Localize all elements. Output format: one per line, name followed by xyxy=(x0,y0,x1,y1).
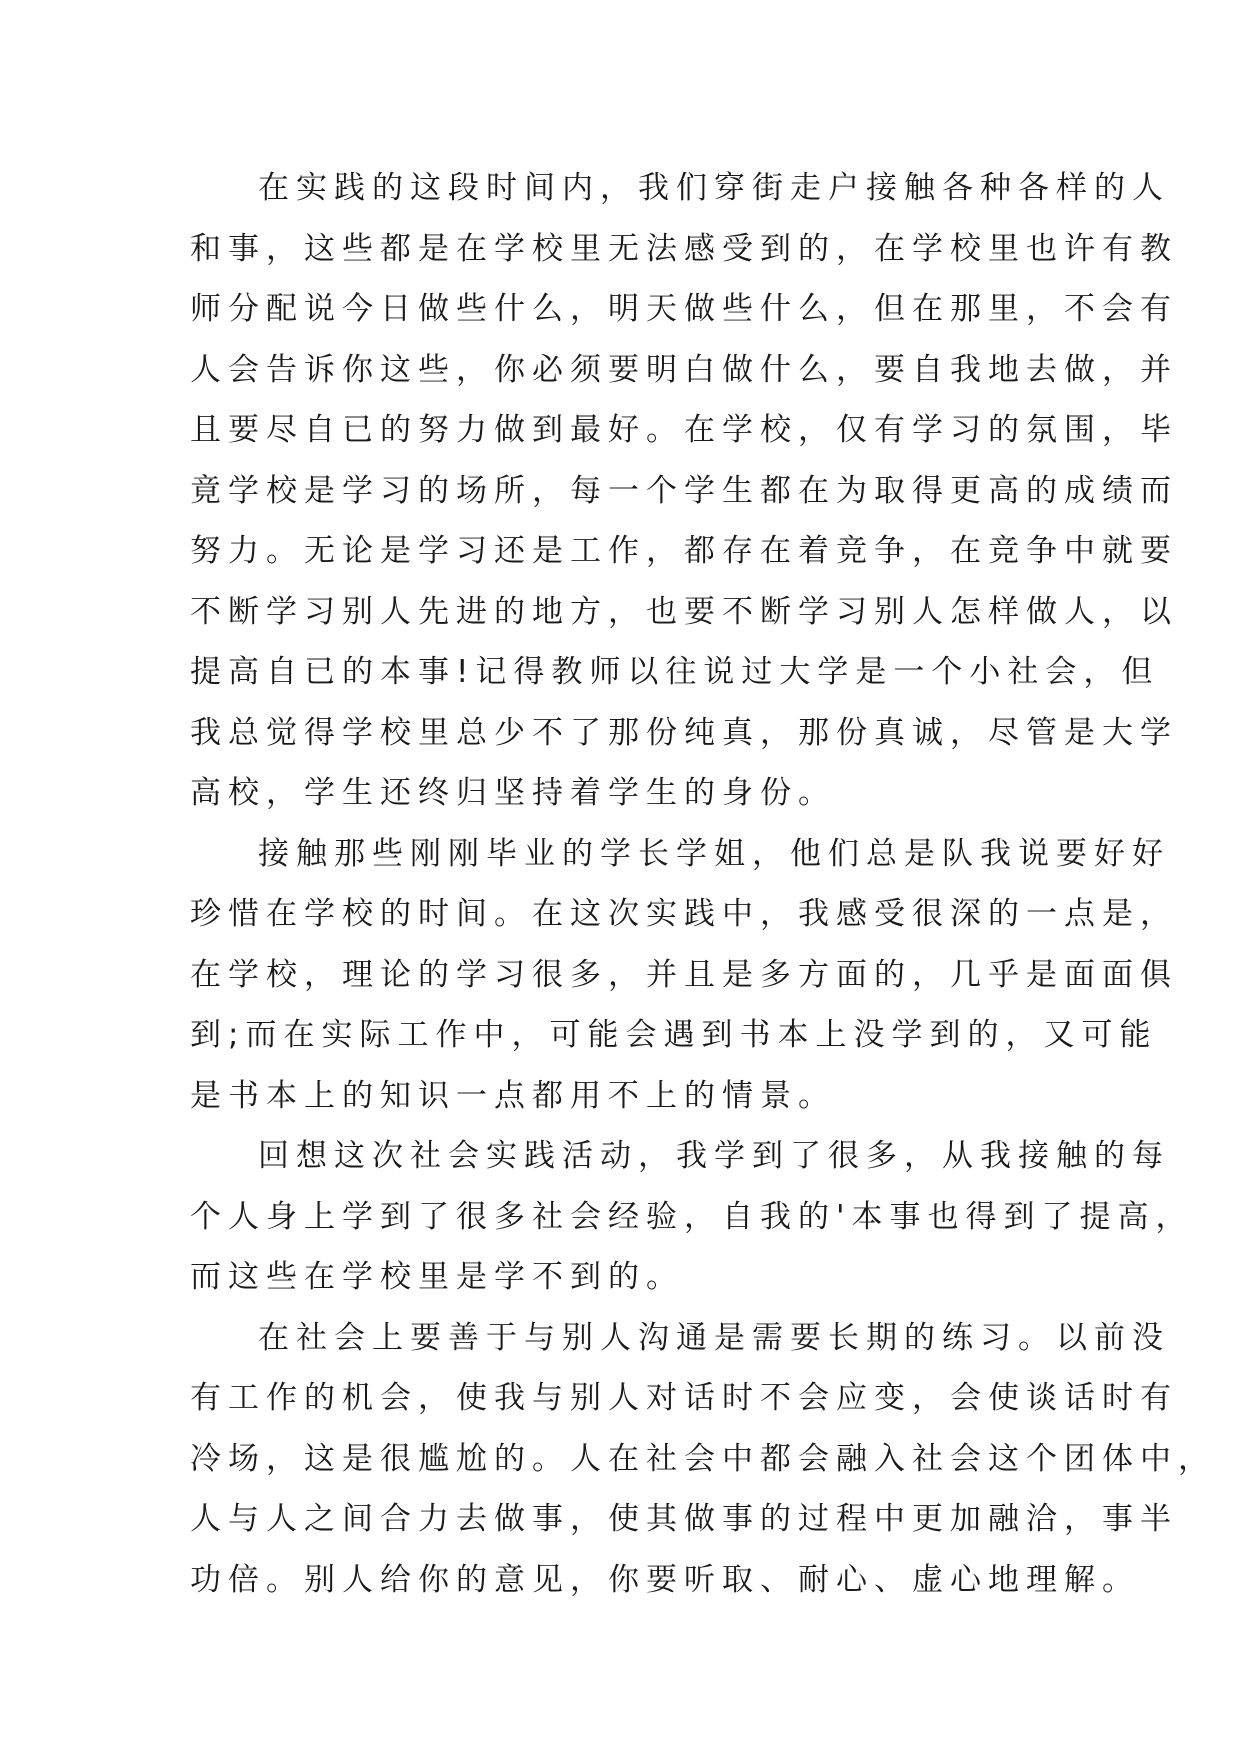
text-line: 珍惜在学校的时间。在这次实践中，我感受很深的一点是， xyxy=(190,896,1178,932)
paragraph-4 xyxy=(190,1308,1216,1611)
text-line: 我总觉得学校里总少不了那份纯真，那份真诚，尽管是大学 xyxy=(190,714,1178,751)
text-line: 回想这次社会实践活动，我学到了很多，从我接触的每 xyxy=(258,1138,1170,1174)
text-line: 不断学习别人先进的地方，也要不断学习别人怎样做人，以 xyxy=(190,593,1178,630)
paragraph-3 xyxy=(190,1126,1194,1308)
text-line: 提高自已的本事!记得教师以往说过大学是一个小社会，但 xyxy=(190,654,1160,690)
text-line: 有工作的机会，使我与别人对话时不会应变，会使谈话时有 xyxy=(190,1380,1178,1416)
text-line: 冷场，这是很尴尬的。人在社会中都会融入社会这个团体中， xyxy=(190,1440,1216,1477)
text-line: 在实践的这段时间内，我们穿街走户接触各种各样的人 xyxy=(258,170,1170,206)
text-line: 和事，这些都是在学校里无法感受到的，在学校里也许有教 xyxy=(190,230,1178,267)
text-line: 努力。无论是学习还是工作，都存在着竞争，在竞争中就要 xyxy=(190,533,1178,569)
text-line: 且要尽自已的努力做到最好。在学校，仅有学习的氛围，毕 xyxy=(190,412,1178,448)
text-line: 在社会上要善于与别人沟通是需要长期的练习。以前没 xyxy=(258,1319,1170,1356)
text-line: 竟学校是学习的场所，每一个学生都在为取得更高的成绩而 xyxy=(190,472,1178,509)
document-body xyxy=(190,158,1216,1610)
text-line: 是书本上的知识一点都用不上的情景。 xyxy=(190,1077,836,1114)
text-line: 到;而在实际工作中，可能会遇到书本上没学到的，又可能 xyxy=(190,1017,1158,1053)
paragraph-2 xyxy=(190,824,1178,1127)
text-line: 个人身上学到了很多社会经验，自我的'本事也得到了提高， xyxy=(190,1198,1194,1235)
text-line: 而这些在学校里是学不到的。 xyxy=(190,1259,684,1295)
text-line: 高校，学生还终归坚持着学生的身份。 xyxy=(190,775,836,811)
text-line: 在学校，理论的学习很多，并且是多方面的，几乎是面面俱 xyxy=(190,956,1178,993)
text-line: 功倍。别人给你的意见，你要听取、耐心、虚心地理解。 xyxy=(190,1561,1140,1598)
paragraph-1 xyxy=(190,158,1178,824)
text-line: 人会告诉你这些，你必须要明白做什么，要自我地去做，并 xyxy=(190,351,1178,388)
text-line: 师分配说今日做些什么，明天做些什么，但在那里，不会有 xyxy=(190,291,1178,327)
text-line: 人与人之间合力去做事，使其做事的过程中更加融洽，事半 xyxy=(190,1501,1178,1537)
text-line: 接触那些刚刚毕业的学长学姐，他们总是队我说要好好 xyxy=(258,835,1170,872)
